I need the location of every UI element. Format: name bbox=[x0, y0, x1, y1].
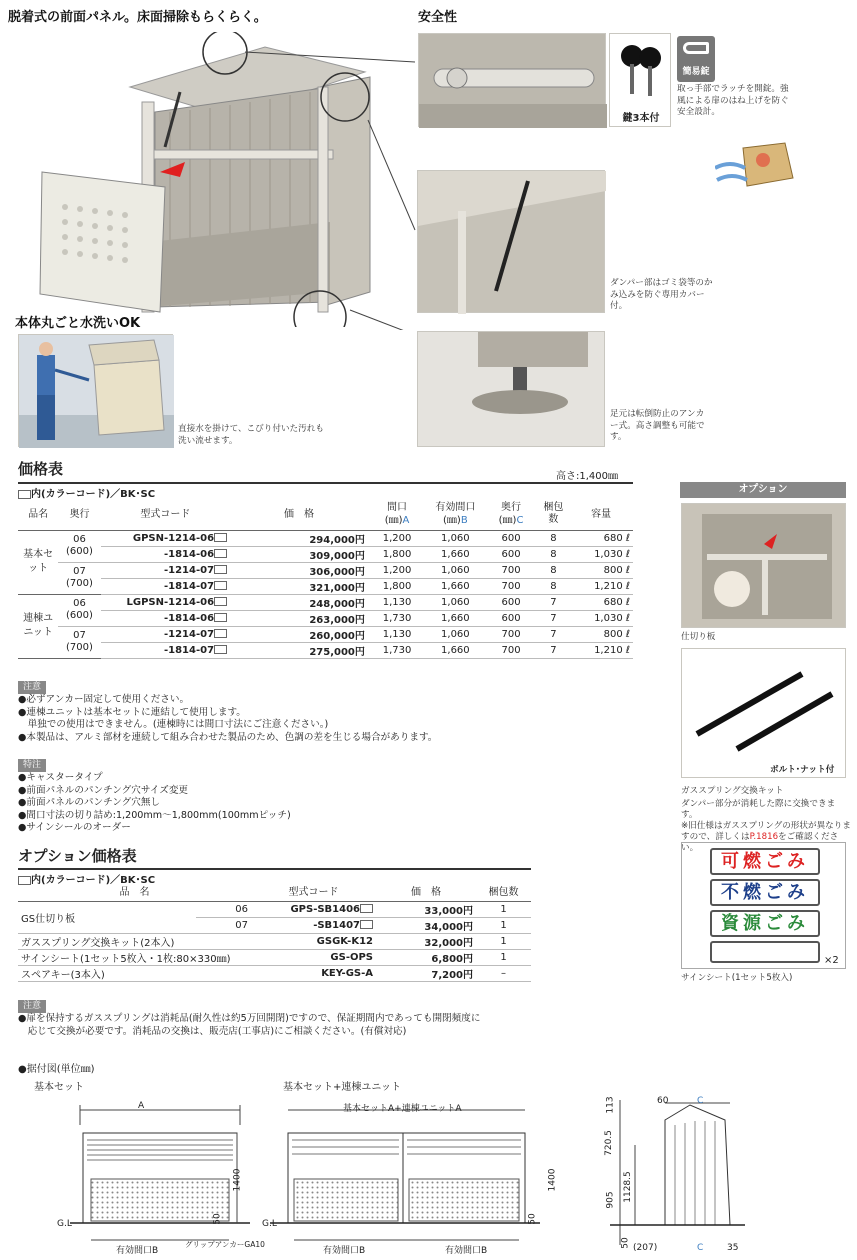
width-cell: 1,800 bbox=[368, 546, 426, 562]
cap-cell: 680 ℓ bbox=[569, 594, 633, 610]
eff-cell: 1,060 bbox=[426, 562, 484, 578]
bolt-caption: ボルト･ナット付 bbox=[770, 765, 835, 775]
cap-cell: 1,210 ℓ bbox=[569, 578, 633, 594]
col-price: 価 格 bbox=[230, 499, 368, 530]
key-icon bbox=[683, 42, 709, 54]
width-cell: 1,200 bbox=[368, 530, 426, 546]
table-row bbox=[18, 546, 633, 562]
dim-c-top: C bbox=[697, 1096, 704, 1106]
code-cell bbox=[101, 530, 230, 546]
opt-pack: – bbox=[476, 965, 531, 981]
opt-col-code: 型式コード bbox=[251, 885, 376, 901]
col-width-label: 間口 bbox=[387, 502, 408, 514]
deep-cell: 700 bbox=[485, 578, 538, 594]
color-code-box bbox=[214, 629, 227, 638]
opt-price: 6,800円 bbox=[376, 949, 476, 965]
opt-col-price: 価 格 bbox=[376, 885, 476, 901]
notes2 bbox=[18, 993, 480, 1038]
pack-cell: 7 bbox=[538, 594, 570, 610]
table-row bbox=[18, 626, 633, 642]
col-eff bbox=[426, 499, 484, 530]
price-cell: 321,000円 bbox=[230, 578, 368, 594]
color-code-box bbox=[18, 490, 31, 499]
sign-burnable: 可燃ごみ bbox=[710, 848, 820, 875]
color-code-box bbox=[360, 920, 373, 929]
opt-code bbox=[251, 917, 376, 933]
table-row bbox=[18, 578, 633, 594]
depth-mm: (700) bbox=[66, 642, 93, 653]
code-cell bbox=[101, 610, 230, 626]
col-pack: 梱包数 bbox=[538, 499, 570, 530]
anchor-label: グリップアンカーGA10 bbox=[185, 1240, 265, 1249]
opt-price: 32,000円 bbox=[376, 933, 476, 949]
special-item: ●間口寸法の切り詰め:1,200mm～1,800mm(100mmピッチ) bbox=[18, 809, 291, 821]
color-code-box bbox=[18, 876, 31, 885]
width-cell: 1,730 bbox=[368, 642, 426, 658]
deep-cell: 600 bbox=[485, 530, 538, 546]
depth-cell bbox=[58, 626, 100, 658]
dim-113: 113 bbox=[605, 1096, 616, 1114]
depth-value: 06 bbox=[73, 598, 86, 609]
price-cell: 309,000円 bbox=[230, 546, 368, 562]
wash-caption: 直接水を掛けて、こびり付いた汚れも洗い流せます。 bbox=[178, 424, 324, 446]
dim-905: 905 bbox=[605, 1191, 616, 1209]
special-order bbox=[18, 752, 291, 835]
spring-note2: ※旧仕様はガススプリングの形状が異なりますので、詳しくは bbox=[681, 821, 851, 842]
price-cell: 294,000円 bbox=[230, 530, 368, 546]
option-color-note bbox=[18, 871, 155, 886]
opt-code bbox=[251, 901, 376, 917]
width-cell: 1,200 bbox=[368, 562, 426, 578]
cap-cell: 1,030 ℓ bbox=[569, 546, 633, 562]
spring-note1: ダンパー部分が消耗した際に交換できます。 bbox=[681, 799, 836, 820]
color-code-box bbox=[214, 613, 227, 622]
color-code-box bbox=[214, 581, 227, 590]
dim-35: 35 bbox=[727, 1243, 739, 1253]
dim-1128-5: 1128.5 bbox=[622, 1171, 633, 1203]
opt-col-pack: 梱包数 bbox=[476, 885, 531, 901]
col-depth: 奥行 bbox=[58, 499, 100, 530]
sign-nonburnable: 不燃ごみ bbox=[710, 879, 820, 906]
opt-code-text: GPS-SB1406 bbox=[290, 903, 360, 915]
opt-price: 7,200円 bbox=[376, 965, 476, 981]
depth-mm: (600) bbox=[66, 610, 93, 621]
notes1-tag: 注意 bbox=[18, 681, 46, 694]
note-item: 応じて交換が必要です。消耗品の交換は、販売店(工事店)にご相談ください。(有償対応) bbox=[18, 1025, 407, 1037]
depth-value: 06 bbox=[73, 534, 86, 545]
dim-50: 50 bbox=[212, 1213, 223, 1225]
opt-name: ガススプリング交換キット(2本入) bbox=[18, 933, 251, 949]
color-code-box bbox=[214, 565, 227, 574]
opt-code: GS-OPS bbox=[251, 949, 376, 965]
front-elevation-combined bbox=[270, 1095, 560, 1255]
color-code-box bbox=[214, 549, 227, 558]
dim-60: 60 bbox=[657, 1096, 669, 1106]
col-deep-key: C bbox=[516, 515, 524, 527]
code-text: -1214-07 bbox=[163, 564, 215, 576]
dim-eff-1: 有効間口B bbox=[323, 1246, 366, 1256]
code-cell bbox=[101, 562, 230, 578]
dim-50-combined: 50 bbox=[527, 1213, 538, 1225]
lock-badge bbox=[677, 36, 715, 82]
code-text: LGPSN-1214-06 bbox=[126, 596, 215, 608]
note-item: ●連棟ユニットは基本セットに連結して使用します。 bbox=[18, 706, 246, 718]
latch-caption: 取っ手部でラッチを開錠。強風による扉のはね上げを防ぐ安全設計。 bbox=[677, 84, 789, 117]
col-width bbox=[368, 499, 426, 530]
eff-cell: 1,660 bbox=[426, 610, 484, 626]
color-code-box bbox=[214, 533, 227, 542]
col-eff-unit: (㎜) bbox=[443, 515, 461, 527]
pack-cell: 8 bbox=[538, 546, 570, 562]
pack-cell: 8 bbox=[538, 578, 570, 594]
side-elevation bbox=[610, 1085, 750, 1255]
deep-cell: 600 bbox=[485, 594, 538, 610]
damper-photo bbox=[417, 170, 605, 313]
eff-cell: 1,660 bbox=[426, 546, 484, 562]
depth-mm: (600) bbox=[66, 546, 93, 557]
eff-cell: 1,060 bbox=[426, 594, 484, 610]
wind-illustration bbox=[715, 128, 800, 196]
height-note: 高さ:1,400㎜ bbox=[556, 471, 618, 482]
opt-price: 33,000円 bbox=[376, 901, 476, 917]
notes1 bbox=[18, 674, 437, 744]
depth-cell bbox=[58, 530, 100, 562]
ground-level-combined: G.L bbox=[262, 1219, 277, 1229]
note-item: ●必ずアンカー固定して使用ください。 bbox=[18, 694, 190, 705]
option-table-rule bbox=[18, 868, 531, 870]
opt-pack: 1 bbox=[476, 933, 531, 949]
dim-50-side: 50 bbox=[620, 1237, 631, 1249]
price-color-note bbox=[18, 485, 155, 500]
sign-multiplier: ×2 bbox=[824, 955, 839, 966]
drawing-basic-label: 基本セット bbox=[34, 1082, 84, 1093]
safety-heading: 安全性 bbox=[418, 10, 458, 25]
price-table bbox=[18, 499, 633, 659]
keys-caption: 鍵3本付 bbox=[622, 113, 660, 124]
opt-price: 34,000円 bbox=[376, 917, 476, 933]
pack-cell: 7 bbox=[538, 642, 570, 658]
eff-cell: 1,660 bbox=[426, 578, 484, 594]
opt-code: KEY-GS-A bbox=[251, 965, 376, 981]
col-eff-label: 有効間口 bbox=[435, 502, 476, 514]
code-cell bbox=[101, 578, 230, 594]
col-deep-label: 奥行 bbox=[501, 502, 522, 514]
dim-1400: 1400 bbox=[232, 1168, 243, 1192]
special-item: ●前面パネルのパンチング穴無し bbox=[18, 797, 161, 808]
dim-eff: 有効間口B bbox=[116, 1246, 159, 1256]
spring-title: ガススプリング交換キット bbox=[681, 786, 784, 796]
width-cell: 1,730 bbox=[368, 610, 426, 626]
table-row bbox=[18, 594, 633, 610]
price-cell: 248,000円 bbox=[230, 594, 368, 610]
callout-lines bbox=[220, 30, 420, 330]
sign-caption: サインシート(1セット5枚入) bbox=[681, 973, 793, 983]
group-name: 基本セット bbox=[18, 530, 58, 594]
color-code-box bbox=[360, 904, 373, 913]
dim-1400-combined: 1400 bbox=[547, 1168, 558, 1192]
col-eff-key: B bbox=[460, 515, 468, 527]
dim-207: (207) bbox=[633, 1243, 658, 1253]
col-code: 型式コード bbox=[101, 499, 230, 530]
wash-heading: 本体丸ごと水洗いOK bbox=[15, 316, 141, 331]
code-text: -1214-07 bbox=[163, 628, 215, 640]
drawing-title: ●据付図(単位㎜) bbox=[18, 1064, 95, 1075]
divider-photo bbox=[681, 503, 846, 628]
anchor-photo bbox=[417, 331, 605, 447]
cap-cell: 800 ℓ bbox=[569, 562, 633, 578]
depth-mm: (700) bbox=[66, 578, 93, 589]
note-item: ●本製品は、アルミ部材を連続して組み合わせた製品のため、色調の差を生じる場合があります。 bbox=[18, 731, 438, 743]
option-color-note-text: 内(カラーコード)／BK･SC bbox=[31, 875, 156, 886]
opt-pack: 1 bbox=[476, 949, 531, 965]
group-name: 連棟ユニット bbox=[18, 594, 58, 658]
price-cell: 263,000円 bbox=[230, 610, 368, 626]
dim-a: A bbox=[138, 1101, 145, 1111]
special-item: ●サインシールのオーダー bbox=[18, 822, 131, 833]
deep-cell: 600 bbox=[485, 546, 538, 562]
opt-col-name: 品 名 bbox=[18, 885, 251, 901]
option-row bbox=[18, 949, 531, 965]
width-cell: 1,130 bbox=[368, 626, 426, 642]
col-deep-unit: (㎜) bbox=[498, 515, 517, 527]
code-text: -1814-07 bbox=[163, 644, 215, 656]
width-cell: 1,800 bbox=[368, 578, 426, 594]
opt-sub: 07 bbox=[196, 917, 251, 933]
code-cell bbox=[101, 546, 230, 562]
table-row bbox=[18, 642, 633, 658]
eff-cell: 1,660 bbox=[426, 642, 484, 658]
table-row bbox=[18, 530, 633, 546]
sign-blank bbox=[710, 941, 820, 963]
pack-cell: 7 bbox=[538, 610, 570, 626]
deep-cell: 600 bbox=[485, 610, 538, 626]
anchor-caption: 足元は転倒防止のアンカー式。高さ調整も可能です。 bbox=[610, 409, 705, 442]
option-row bbox=[18, 933, 531, 949]
opt-name: GS仕切り板 bbox=[18, 901, 196, 933]
option-price-title: オプション価格表 bbox=[18, 847, 137, 865]
special-tag: 特注 bbox=[18, 759, 46, 772]
pack-cell: 8 bbox=[538, 562, 570, 578]
code-text: GPSN-1214-06 bbox=[132, 532, 215, 544]
code-text: -1814-06 bbox=[163, 548, 215, 560]
divider-caption: 仕切り板 bbox=[681, 632, 716, 642]
latch-photo bbox=[418, 33, 606, 127]
notes2-tag: 注意 bbox=[18, 1000, 46, 1013]
opt-code: GSGK-K12 bbox=[251, 933, 376, 949]
lock-badge-label: 簡易錠 bbox=[682, 67, 710, 77]
sign-recyclable: 資源ごみ bbox=[710, 910, 820, 937]
pack-cell: 8 bbox=[538, 530, 570, 546]
price-color-note-text: 内(カラーコード)／BK･SC bbox=[31, 489, 156, 500]
opt-name: スペアキー(3本入) bbox=[18, 965, 251, 981]
panel-heading: 脱着式の前面パネル。床面掃除もらくらく。 bbox=[8, 10, 267, 25]
dim-720-5: 720.5 bbox=[603, 1130, 614, 1156]
spring-photo bbox=[681, 648, 846, 778]
code-text: -1814-06 bbox=[163, 612, 215, 624]
dim-c-bottom: C bbox=[697, 1243, 704, 1253]
code-cell bbox=[101, 594, 230, 610]
cap-cell: 800 ℓ bbox=[569, 626, 633, 642]
spring-page-link[interactable]: P.1816 bbox=[749, 832, 779, 842]
col-deep bbox=[485, 499, 538, 530]
deep-cell: 700 bbox=[485, 642, 538, 658]
deep-cell: 700 bbox=[485, 626, 538, 642]
washing-photo bbox=[18, 334, 173, 447]
cap-cell: 680 ℓ bbox=[569, 530, 633, 546]
code-cell bbox=[101, 642, 230, 658]
col-cap: 容量 bbox=[569, 499, 633, 530]
price-cell: 306,000円 bbox=[230, 562, 368, 578]
width-cell: 1,130 bbox=[368, 594, 426, 610]
col-width-unit: (㎜) bbox=[384, 515, 403, 527]
price-cell: 260,000円 bbox=[230, 626, 368, 642]
col-name: 品名 bbox=[18, 499, 58, 530]
dim-combined: 基本セットA+連棟ユニットA bbox=[343, 1104, 462, 1114]
option-price-table bbox=[18, 885, 531, 982]
option-row bbox=[18, 965, 531, 981]
col-width-key: A bbox=[402, 515, 410, 527]
eff-cell: 1,060 bbox=[426, 530, 484, 546]
depth-value: 07 bbox=[73, 566, 86, 577]
ground-level: G.L bbox=[57, 1219, 72, 1229]
front-elevation-basic bbox=[55, 1095, 255, 1255]
opt-pack: 1 bbox=[476, 901, 531, 917]
pack-cell: 7 bbox=[538, 626, 570, 642]
drawing-combined-label: 基本セット+連棟ユニット bbox=[283, 1082, 401, 1093]
code-text: -1814-07 bbox=[163, 580, 215, 592]
opt-pack: 1 bbox=[476, 917, 531, 933]
special-item: ●キャスタータイプ bbox=[18, 772, 103, 783]
color-code-box bbox=[214, 645, 227, 654]
note-item: 単独での使用はできません。(連棟時には間口寸法にご注意ください。) bbox=[18, 719, 329, 730]
keys-photo bbox=[609, 33, 671, 127]
table-row bbox=[18, 562, 633, 578]
spring-note3: をご確認ください。 bbox=[681, 832, 839, 853]
cap-cell: 1,210 ℓ bbox=[569, 642, 633, 658]
price-table-title: 価格表 bbox=[18, 460, 64, 478]
code-cell bbox=[101, 626, 230, 642]
option-row bbox=[18, 901, 531, 917]
depth-value: 07 bbox=[73, 630, 86, 641]
opt-code-text: -SB1407 bbox=[313, 919, 360, 931]
cap-cell: 1,030 ℓ bbox=[569, 610, 633, 626]
eff-cell: 1,060 bbox=[426, 626, 484, 642]
color-code-box bbox=[214, 597, 227, 606]
deep-cell: 700 bbox=[485, 562, 538, 578]
opt-sub: 06 bbox=[196, 901, 251, 917]
table-row bbox=[18, 610, 633, 626]
option-header: オプション bbox=[680, 482, 846, 498]
special-item: ●前面パネルのパンチング穴サイズ変更 bbox=[18, 784, 189, 796]
depth-cell bbox=[58, 562, 100, 594]
note-item: ●扉を保持するガススプリングは消耗品(耐久性は約5万回開閉)ですので、保証期間内であっても開閉頻度に bbox=[18, 1013, 481, 1024]
price-table-rule bbox=[18, 482, 633, 484]
damper-caption: ダンパー部はゴミ袋等のかみ込みを防ぐ専用カバー付。 bbox=[610, 278, 713, 311]
opt-name: サインシート(1セット5枚入・1枚:80×330㎜) bbox=[18, 949, 251, 965]
sign-sheet-box bbox=[681, 842, 846, 969]
price-cell: 275,000円 bbox=[230, 642, 368, 658]
depth-cell bbox=[58, 594, 100, 626]
dim-eff-2: 有効間口B bbox=[445, 1246, 488, 1256]
